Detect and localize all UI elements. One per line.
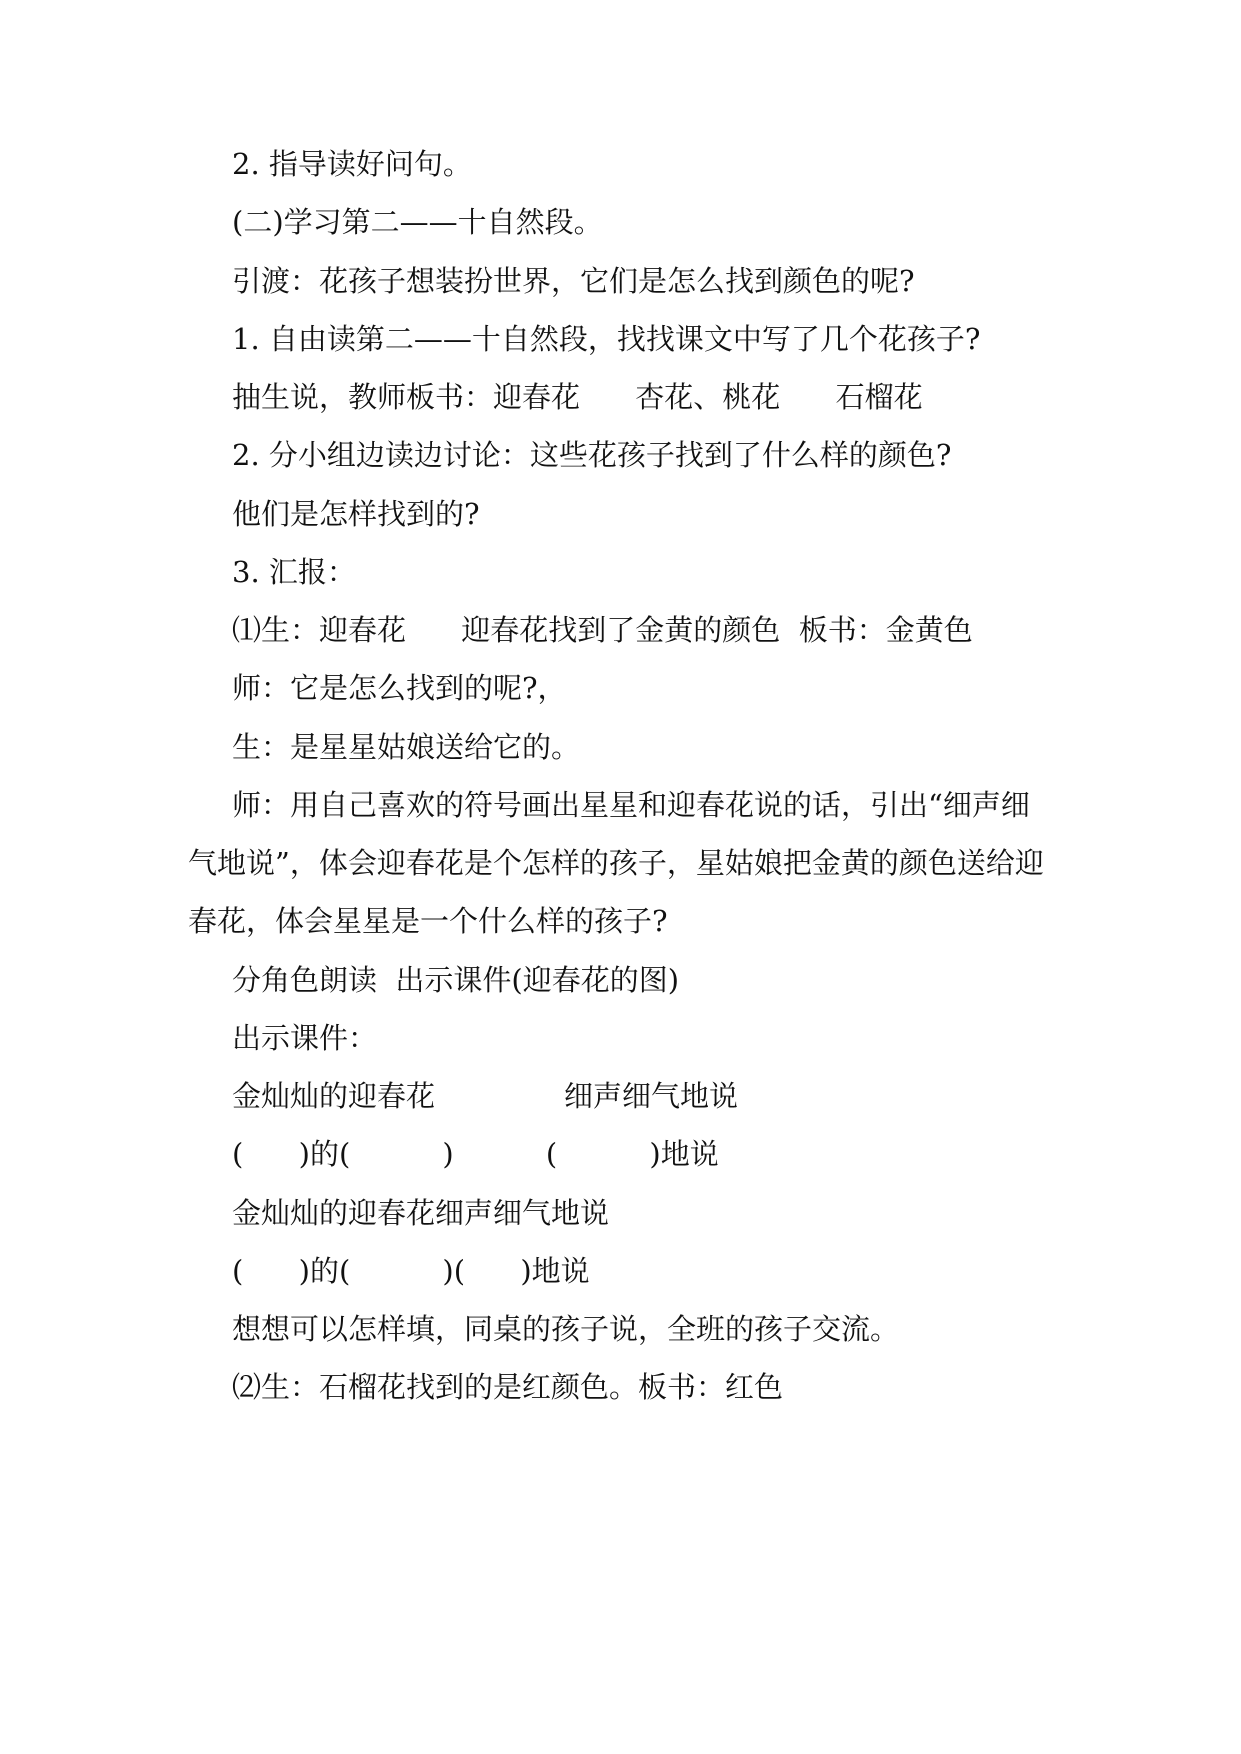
text-line: 春花，体会星星是一个什么样的孩子? <box>188 904 668 938</box>
text-line: 2. 指导读好问句。 <box>232 147 472 181</box>
text-line: 师：用自己喜欢的符号画出星星和迎春花说的话，引出“细声细 <box>232 788 1030 822</box>
text-line: 抽生说，教师板书：迎春花 杏花、桃花 石榴花 <box>232 380 923 414</box>
text-line: 3. 汇报： <box>232 555 356 589</box>
text-line: 金灿灿的迎春花细声细气地说 <box>232 1196 610 1230</box>
text-line: ( )的( )( )地说 <box>232 1254 590 1288</box>
text-line: ⑴生：迎春花 迎春花找到了金黄的颜色 板书：金黄色 <box>232 613 973 647</box>
text-line: 气地说”，体会迎春花是个怎样的孩子，星姑娘把金黄的颜色送给迎 <box>188 846 1044 880</box>
text-line: 出示课件： <box>232 1021 378 1055</box>
text-line: 金灿灿的迎春花 细声细气地说 <box>232 1079 739 1113</box>
text-line: 分角色朗读 出示课件(迎春花的图) <box>232 963 680 997</box>
text-line: 他们是怎样找到的? <box>232 497 480 531</box>
text-line: ⑵生：石榴花找到的是红颜色。板书：红色 <box>232 1370 784 1404</box>
text-line: 2. 分小组边读边讨论：这些花孩子找到了什么样的颜色? <box>232 438 952 472</box>
text-line: 想想可以怎样填，同桌的孩子说，全班的孩子交流。 <box>232 1312 900 1346</box>
text-line: (二)学习第二——十自然段。 <box>232 205 603 239</box>
text-line: 1. 自由读第二——十自然段，找找课文中写了几个花孩子? <box>232 322 981 356</box>
text-line: 师：它是怎么找到的呢?， <box>232 671 567 705</box>
text-line: 引渡：花孩子想装扮世界，它们是怎么找到颜色的呢? <box>232 264 915 298</box>
text-line: ( )的( ) ( )地说 <box>232 1137 719 1171</box>
text-line: 生：是星星姑娘送给它的。 <box>232 730 581 764</box>
